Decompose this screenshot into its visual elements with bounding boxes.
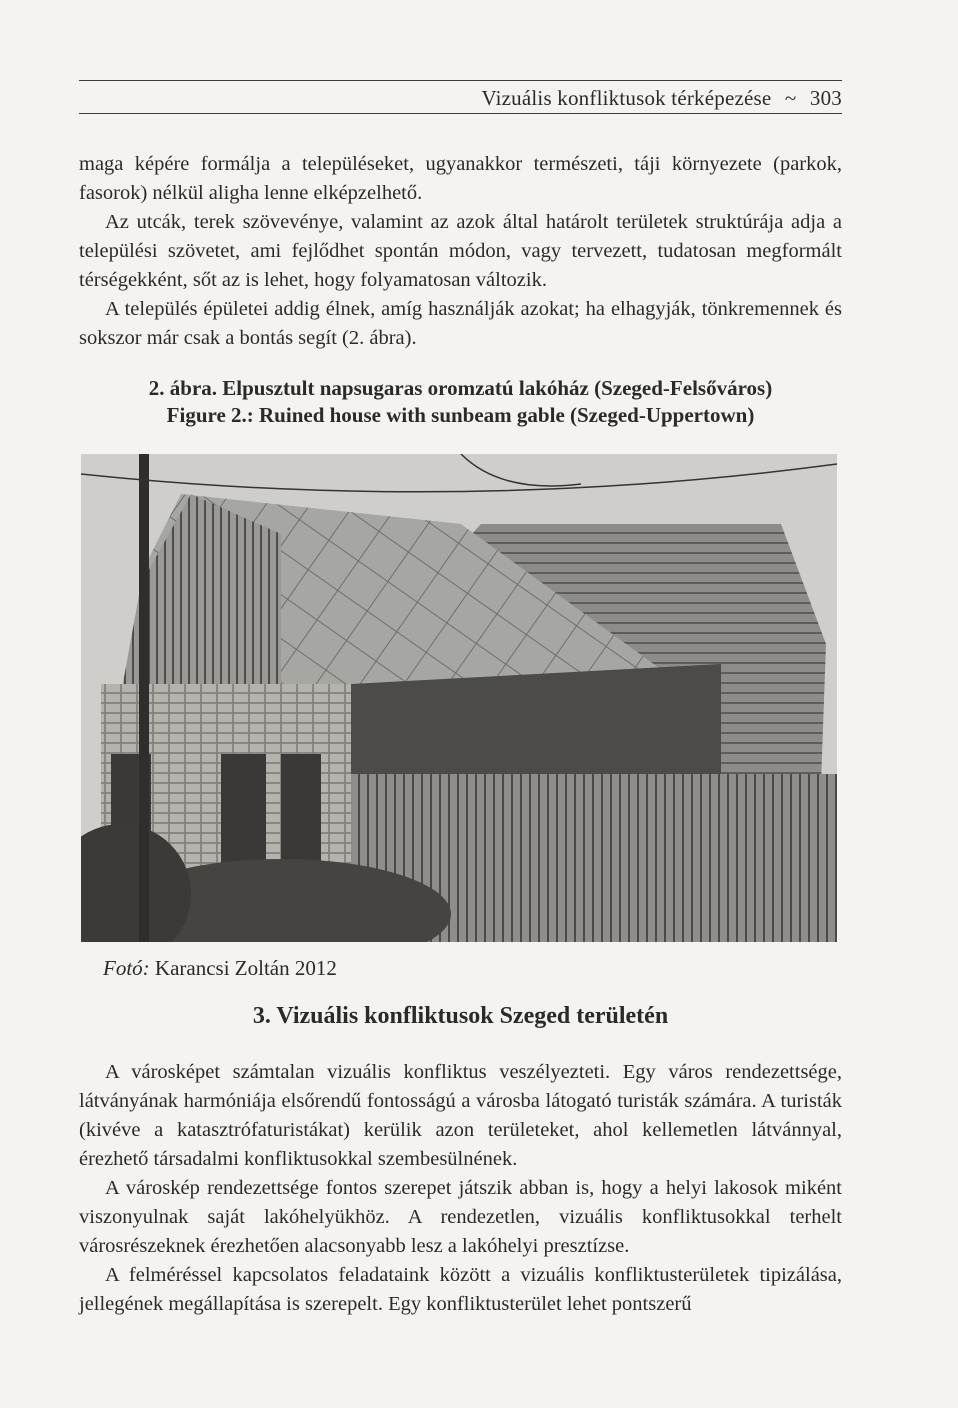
header-separator: ~: [784, 86, 797, 110]
running-title: Vizuális konfliktusok térképezése: [481, 86, 772, 110]
photo-credit-name: Karancsi Zoltán 2012: [154, 956, 337, 980]
photo-credit-label: Fotó:: [103, 956, 150, 980]
header-bottom-rule: [79, 113, 842, 114]
paragraph: A városképet számtalan vizuális konfliktus veszélyezteti. Egy város rendezettsége, látványának harmóniája elsőrendű fontosságú a városba látogató turisták számára. A turisták (kivéve a katasztrófaturistákat) kerülik azon területeket, ahol kellemetlen látvánnyal, érezhető társadalmi konfliktusokkal szembesülnének.: [79, 1061, 842, 1170]
paragraph: A település épületei addig élnek, amíg használják azokat; ha elhagyják, tönkremennek és sokszor már csak a bontás segít (2. ábra).: [79, 298, 842, 349]
paragraph: maga képére formálja a településeket, ugyanakkor természeti, táji környezete (parkok, fasorok) nélkül aligha lenne elképzelhető.: [79, 153, 842, 204]
paragraph: A felméréssel kapcsolatos feladataink között a vizuális konfliktusterületek tipizálása, jellegének megállapítása is szerepelt. Egy konfliktusterület lehet pontszerű: [79, 1264, 842, 1315]
header-top-rule: [79, 80, 842, 81]
paragraph: Az utcák, terek szövevénye, valamint az azok által határolt területek struktúrája adja a települési szövetet, ami fejlődhet spontán módon, vagy tervezett, tudatosan megformált térségekként, sőt az is lehet, hogy folyamatosan változik.: [79, 211, 842, 291]
paragraph: A városkép rendezettsége fontos szerepet játszik abban is, hogy a helyi lakosok miként viszonyulnak saját lakóhelyükhöz. A rendezetlen, vizuális konfliktusokkal terhelt városrészeknek érezhetően alacsonyabb lesz a lakóhelyi presztízse.: [79, 1177, 842, 1257]
figure-photo: [81, 454, 837, 942]
page-number: 303: [809, 86, 842, 110]
photo-credit: [103, 956, 337, 981]
figure-caption-en: Figure 2.: Ruined house with sunbeam gable (Szeged-Uppertown): [166, 403, 755, 427]
section-title: 3. Vizuális konfliktusok Szeged területén: [252, 1003, 669, 1029]
figure-caption-hu: 2. ábra. Elpusztult napsugaras oromzatú lakóház (Szeged-Felsőváros): [148, 376, 773, 400]
running-header: [482, 86, 843, 111]
